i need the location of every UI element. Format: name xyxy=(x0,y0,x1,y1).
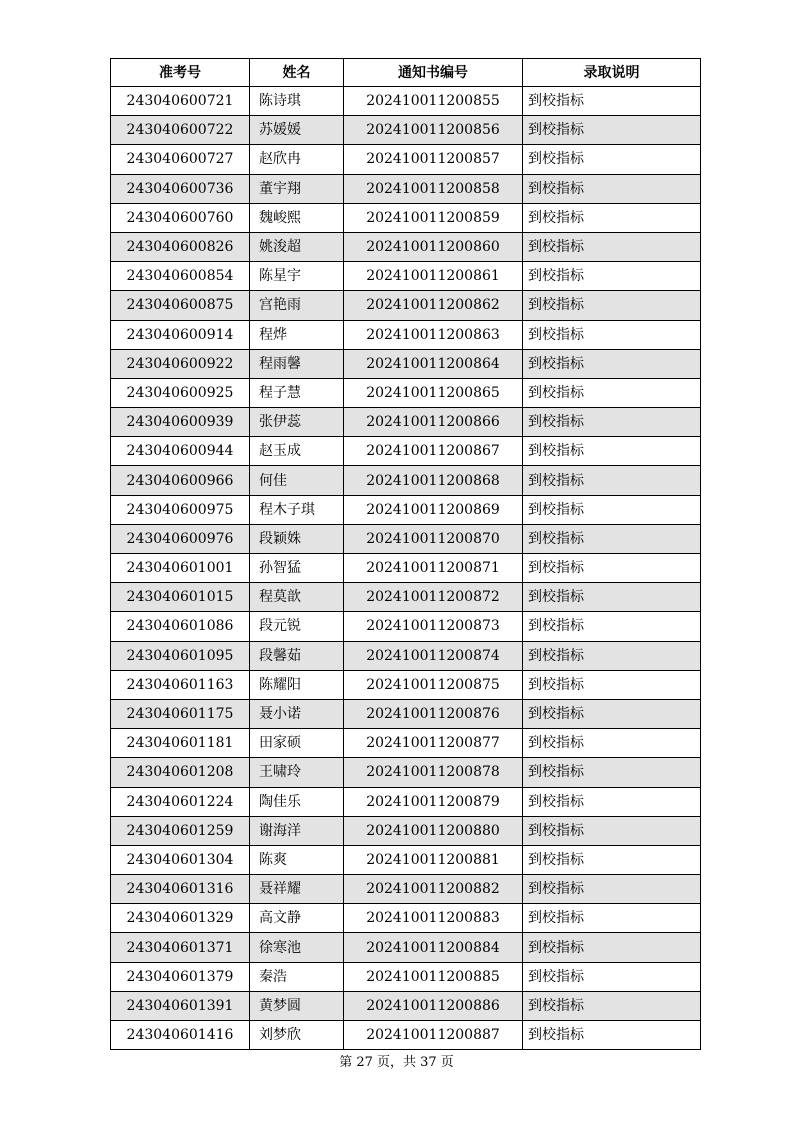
admission-note-cell: 到校指标 xyxy=(523,787,701,816)
notice-number-cell: 202410011200873 xyxy=(344,612,523,641)
admission-note-cell: 到校指标 xyxy=(523,262,701,291)
table-row xyxy=(111,291,701,320)
notice-number-cell: 202410011200880 xyxy=(344,816,523,845)
student-name-cell: 黄梦圆 xyxy=(250,991,344,1020)
header-exam-number: 准考号 xyxy=(111,59,250,87)
table-row xyxy=(111,554,701,583)
exam-number-cell: 243040601391 xyxy=(111,991,250,1020)
exam-number-cell: 243040600922 xyxy=(111,349,250,378)
table-row xyxy=(111,174,701,203)
exam-number-cell: 243040601329 xyxy=(111,904,250,933)
admission-note-cell: 到校指标 xyxy=(523,87,701,116)
page-number: 第 27 页，共 37 页 xyxy=(339,1055,454,1070)
student-name-cell: 程雨馨 xyxy=(250,349,344,378)
exam-number-cell: 243040601163 xyxy=(111,670,250,699)
admission-note-cell: 到校指标 xyxy=(523,699,701,728)
student-name-cell: 姚浚超 xyxy=(250,232,344,261)
exam-number-cell: 243040601224 xyxy=(111,787,250,816)
header-row xyxy=(111,59,701,87)
table-row xyxy=(111,349,701,378)
exam-number-cell: 243040601259 xyxy=(111,816,250,845)
table-row xyxy=(111,845,701,874)
admission-note-cell: 到校指标 xyxy=(523,612,701,641)
exam-number-cell: 243040600914 xyxy=(111,320,250,349)
student-name-cell: 徐寒池 xyxy=(250,933,344,962)
notice-number-cell: 202410011200870 xyxy=(344,524,523,553)
notice-number-cell: 202410011200859 xyxy=(344,203,523,232)
student-name-cell: 段颖姝 xyxy=(250,524,344,553)
admission-note-cell: 到校指标 xyxy=(523,408,701,437)
exam-number-cell: 243040600966 xyxy=(111,466,250,495)
table-row xyxy=(111,962,701,991)
admission-note-cell: 到校指标 xyxy=(523,232,701,261)
exam-number-cell: 243040600976 xyxy=(111,524,250,553)
table-row xyxy=(111,904,701,933)
admission-note-cell: 到校指标 xyxy=(523,145,701,174)
exam-number-cell: 243040600736 xyxy=(111,174,250,203)
notice-number-cell: 202410011200881 xyxy=(344,845,523,874)
table-row xyxy=(111,816,701,845)
table-row xyxy=(111,437,701,466)
table-body xyxy=(111,87,701,1050)
notice-number-cell: 202410011200858 xyxy=(344,174,523,203)
notice-number-cell: 202410011200877 xyxy=(344,729,523,758)
student-name-cell: 段馨茹 xyxy=(250,641,344,670)
exam-number-cell: 243040601316 xyxy=(111,875,250,904)
table-row xyxy=(111,203,701,232)
notice-number-cell: 202410011200860 xyxy=(344,232,523,261)
exam-number-cell: 243040600760 xyxy=(111,203,250,232)
admission-note-cell: 到校指标 xyxy=(523,349,701,378)
admission-note-cell: 到校指标 xyxy=(523,816,701,845)
exam-number-cell: 243040601208 xyxy=(111,758,250,787)
admission-note-cell: 到校指标 xyxy=(523,670,701,699)
notice-number-cell: 202410011200876 xyxy=(344,699,523,728)
admission-note-cell: 到校指标 xyxy=(523,437,701,466)
exam-number-cell: 243040600875 xyxy=(111,291,250,320)
table-row xyxy=(111,116,701,145)
admission-note-cell: 到校指标 xyxy=(523,203,701,232)
admission-table xyxy=(110,58,701,1050)
admission-note-cell: 到校指标 xyxy=(523,904,701,933)
student-name-cell: 魏峻熙 xyxy=(250,203,344,232)
admission-note-cell: 到校指标 xyxy=(523,729,701,758)
exam-number-cell: 243040601001 xyxy=(111,554,250,583)
exam-number-cell: 243040601371 xyxy=(111,933,250,962)
table-row xyxy=(111,758,701,787)
notice-number-cell: 202410011200885 xyxy=(344,962,523,991)
student-name-cell: 陈耀阳 xyxy=(250,670,344,699)
admission-note-cell: 到校指标 xyxy=(523,962,701,991)
table-row xyxy=(111,1021,701,1050)
table-row xyxy=(111,699,701,728)
student-name-cell: 陶佳乐 xyxy=(250,787,344,816)
exam-number-cell: 243040600854 xyxy=(111,262,250,291)
student-name-cell: 陈诗琪 xyxy=(250,87,344,116)
notice-number-cell: 202410011200878 xyxy=(344,758,523,787)
admission-note-cell: 到校指标 xyxy=(523,991,701,1020)
notice-number-cell: 202410011200866 xyxy=(344,408,523,437)
notice-number-cell: 202410011200874 xyxy=(344,641,523,670)
student-name-cell: 秦浩 xyxy=(250,962,344,991)
table-row xyxy=(111,145,701,174)
admission-note-cell: 到校指标 xyxy=(523,378,701,407)
exam-number-cell: 243040601304 xyxy=(111,845,250,874)
student-name-cell: 聂小诺 xyxy=(250,699,344,728)
notice-number-cell: 202410011200867 xyxy=(344,437,523,466)
table-row xyxy=(111,495,701,524)
student-name-cell: 谢海洋 xyxy=(250,816,344,845)
table-row xyxy=(111,466,701,495)
admission-note-cell: 到校指标 xyxy=(523,845,701,874)
table-row xyxy=(111,933,701,962)
notice-number-cell: 202410011200886 xyxy=(344,991,523,1020)
exam-number-cell: 243040601095 xyxy=(111,641,250,670)
exam-number-cell: 243040600826 xyxy=(111,232,250,261)
exam-number-cell: 243040601181 xyxy=(111,729,250,758)
table-row xyxy=(111,232,701,261)
student-name-cell: 陈星宇 xyxy=(250,262,344,291)
student-name-cell: 王啸玲 xyxy=(250,758,344,787)
table-row xyxy=(111,670,701,699)
student-name-cell: 张伊蕊 xyxy=(250,408,344,437)
table-row xyxy=(111,641,701,670)
student-name-cell: 段元锐 xyxy=(250,612,344,641)
notice-number-cell: 202410011200872 xyxy=(344,583,523,612)
table-row xyxy=(111,787,701,816)
notice-number-cell: 202410011200879 xyxy=(344,787,523,816)
student-name-cell: 程木子琪 xyxy=(250,495,344,524)
admission-note-cell: 到校指标 xyxy=(523,466,701,495)
admission-note-cell: 到校指标 xyxy=(523,933,701,962)
student-name-cell: 何佳 xyxy=(250,466,344,495)
table-row xyxy=(111,612,701,641)
notice-number-cell: 202410011200855 xyxy=(344,87,523,116)
student-name-cell: 程子慧 xyxy=(250,378,344,407)
admission-note-cell: 到校指标 xyxy=(523,875,701,904)
exam-number-cell: 243040601086 xyxy=(111,612,250,641)
admission-note-cell: 到校指标 xyxy=(523,320,701,349)
admission-note-cell: 到校指标 xyxy=(523,583,701,612)
exam-number-cell: 243040600727 xyxy=(111,145,250,174)
table-row xyxy=(111,875,701,904)
student-name-cell: 程莫歆 xyxy=(250,583,344,612)
notice-number-cell: 202410011200871 xyxy=(344,554,523,583)
table-row xyxy=(111,320,701,349)
header-name: 姓名 xyxy=(250,59,344,87)
exam-number-cell: 243040600944 xyxy=(111,437,250,466)
admission-note-cell: 到校指标 xyxy=(523,554,701,583)
notice-number-cell: 202410011200857 xyxy=(344,145,523,174)
table-row xyxy=(111,408,701,437)
table-row xyxy=(111,991,701,1020)
student-name-cell: 赵欣冉 xyxy=(250,145,344,174)
header-admission-note: 录取说明 xyxy=(523,59,701,87)
table-row xyxy=(111,524,701,553)
notice-number-cell: 202410011200882 xyxy=(344,875,523,904)
admission-note-cell: 到校指标 xyxy=(523,174,701,203)
notice-number-cell: 202410011200864 xyxy=(344,349,523,378)
notice-number-cell: 202410011200887 xyxy=(344,1021,523,1050)
table-row xyxy=(111,583,701,612)
table-row xyxy=(111,87,701,116)
notice-number-cell: 202410011200861 xyxy=(344,262,523,291)
notice-number-cell: 202410011200863 xyxy=(344,320,523,349)
exam-number-cell: 243040600721 xyxy=(111,87,250,116)
student-name-cell: 宫艳雨 xyxy=(250,291,344,320)
exam-number-cell: 243040600975 xyxy=(111,495,250,524)
admission-note-cell: 到校指标 xyxy=(523,524,701,553)
admission-note-cell: 到校指标 xyxy=(523,758,701,787)
admission-note-cell: 到校指标 xyxy=(523,291,701,320)
student-name-cell: 赵玉成 xyxy=(250,437,344,466)
student-name-cell: 陈爽 xyxy=(250,845,344,874)
table-row xyxy=(111,378,701,407)
student-name-cell: 董宇翔 xyxy=(250,174,344,203)
header-notice-number: 通知书编号 xyxy=(344,59,523,87)
student-name-cell: 苏媛媛 xyxy=(250,116,344,145)
notice-number-cell: 202410011200865 xyxy=(344,378,523,407)
table-header xyxy=(111,59,701,87)
student-name-cell: 聂祥耀 xyxy=(250,875,344,904)
table-row xyxy=(111,262,701,291)
admission-note-cell: 到校指标 xyxy=(523,116,701,145)
table-row xyxy=(111,729,701,758)
notice-number-cell: 202410011200875 xyxy=(344,670,523,699)
exam-number-cell: 243040600722 xyxy=(111,116,250,145)
exam-number-cell: 243040601175 xyxy=(111,699,250,728)
notice-number-cell: 202410011200868 xyxy=(344,466,523,495)
notice-number-cell: 202410011200869 xyxy=(344,495,523,524)
notice-number-cell: 202410011200856 xyxy=(344,116,523,145)
student-name-cell: 孙智猛 xyxy=(250,554,344,583)
admission-note-cell: 到校指标 xyxy=(523,1021,701,1050)
notice-number-cell: 202410011200884 xyxy=(344,933,523,962)
exam-number-cell: 243040601015 xyxy=(111,583,250,612)
student-name-cell: 高文静 xyxy=(250,904,344,933)
exam-number-cell: 243040600939 xyxy=(111,408,250,437)
notice-number-cell: 202410011200883 xyxy=(344,904,523,933)
admission-note-cell: 到校指标 xyxy=(523,641,701,670)
student-name-cell: 程烨 xyxy=(250,320,344,349)
exam-number-cell: 243040601379 xyxy=(111,962,250,991)
student-name-cell: 刘梦欣 xyxy=(250,1021,344,1050)
student-name-cell: 田家硕 xyxy=(250,729,344,758)
notice-number-cell: 202410011200862 xyxy=(344,291,523,320)
exam-number-cell: 243040601416 xyxy=(111,1021,250,1050)
exam-number-cell: 243040600925 xyxy=(111,378,250,407)
admission-note-cell: 到校指标 xyxy=(523,495,701,524)
